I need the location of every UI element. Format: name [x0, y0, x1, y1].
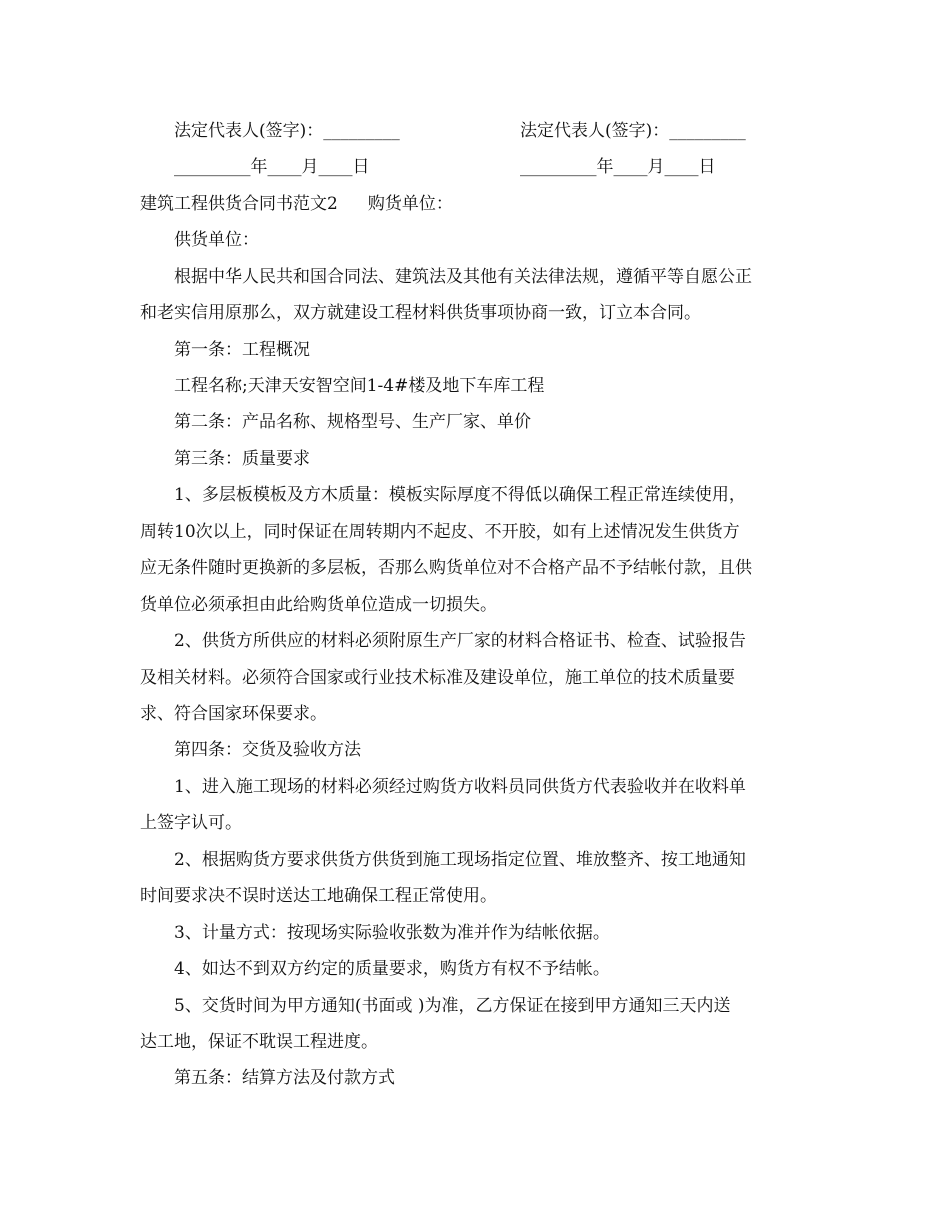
signature-row — [140, 113, 815, 149]
delivery-item-5-line-2: 达工地，保证不耽误工程进度。 — [140, 1032, 378, 1052]
buyer-label: 购货单位： — [367, 194, 453, 214]
delivery-item-1-line-1: 1、进入施工现场的材料必须经过购货方收料员同供货方代表验收并在收料单 — [174, 777, 746, 797]
left-date: _________年____月____日 — [174, 157, 370, 177]
quality-item-2-line-1: 2、供货方所供应的材料必须附原生产厂家的材料合格证书、检查、试验报告 — [174, 631, 746, 651]
delivery-item-2-line-1: 2、根据购货方要求供货方供货到施工现场指定位置、堆放整齐、按工地通知 — [174, 850, 746, 870]
quality-item-1-line-3: 应无条件随时更换新的多层板，否那么购货单位对不合格产品不予结帐付款，且供 — [140, 558, 752, 578]
article-2-heading: 第二条：产品名称、规格型号、生产厂家、单价 — [174, 412, 531, 432]
delivery-item-2-line-2: 时间要求决不误时送达工地确保工程正常使用。 — [140, 886, 497, 906]
heading-row — [140, 186, 815, 222]
right-signature-label: 法定代表人(签字)：_________ — [520, 121, 746, 141]
delivery-item-4: 4、如达不到双方约定的质量要求，购货方有权不予结帐。 — [174, 959, 610, 979]
quality-item-1-line-2: 周转10次以上，同时保证在周转期内不起皮、不开胶，如有上述情况发生供货方 — [140, 522, 740, 542]
date-row — [140, 149, 815, 185]
delivery-item-3: 3、计量方式：按现场实际验收张数为准并作为结帐依据。 — [174, 923, 610, 943]
article-1-heading: 第一条：工程概况 — [174, 340, 310, 360]
document-heading: 建筑工程供货合同书范文2 — [140, 194, 338, 214]
quality-item-2-line-3: 求、符合国家环保要求。 — [140, 704, 327, 724]
right-date: _________年____月____日 — [520, 157, 716, 177]
quality-item-1-line-4: 货单位必须承担由此给购货单位造成一切损失。 — [140, 595, 497, 615]
intro-line-1: 根据中华人民共和国合同法、建筑法及其他有关法律法规，遵循平等自愿公正 — [174, 267, 752, 287]
quality-item-2-line-2: 及相关材料。必须符合国家或行业技术标准及建设单位，施工单位的技术质量要 — [140, 668, 735, 688]
supplier-label: 供货单位： — [174, 230, 259, 250]
intro-line-2: 和老实信用原那么，双方就建设工程材料供货事项协商一致，订立本合同。 — [140, 303, 701, 323]
quality-item-1-line-1: 1、多层板模板及方木质量：模板实际厚度不得低以确保工程正常连续使用， — [174, 485, 746, 505]
article-4-heading: 第四条：交货及验收方法 — [174, 740, 361, 760]
delivery-item-1-line-2: 上签字认可。 — [140, 813, 242, 833]
article-5-heading: 第五条：结算方法及付款方式 — [174, 1068, 395, 1088]
left-signature-label: 法定代表人(签字)：_________ — [174, 121, 400, 141]
project-name: 工程名称;天津天安智空间1-4#楼及地下车库工程 — [174, 376, 545, 396]
article-3-heading: 第三条：质量要求 — [174, 449, 310, 469]
delivery-item-5-line-1: 5、交货时间为甲方通知(书面或 )为准，乙方保证在接到甲方通知三天内送 — [174, 996, 731, 1016]
